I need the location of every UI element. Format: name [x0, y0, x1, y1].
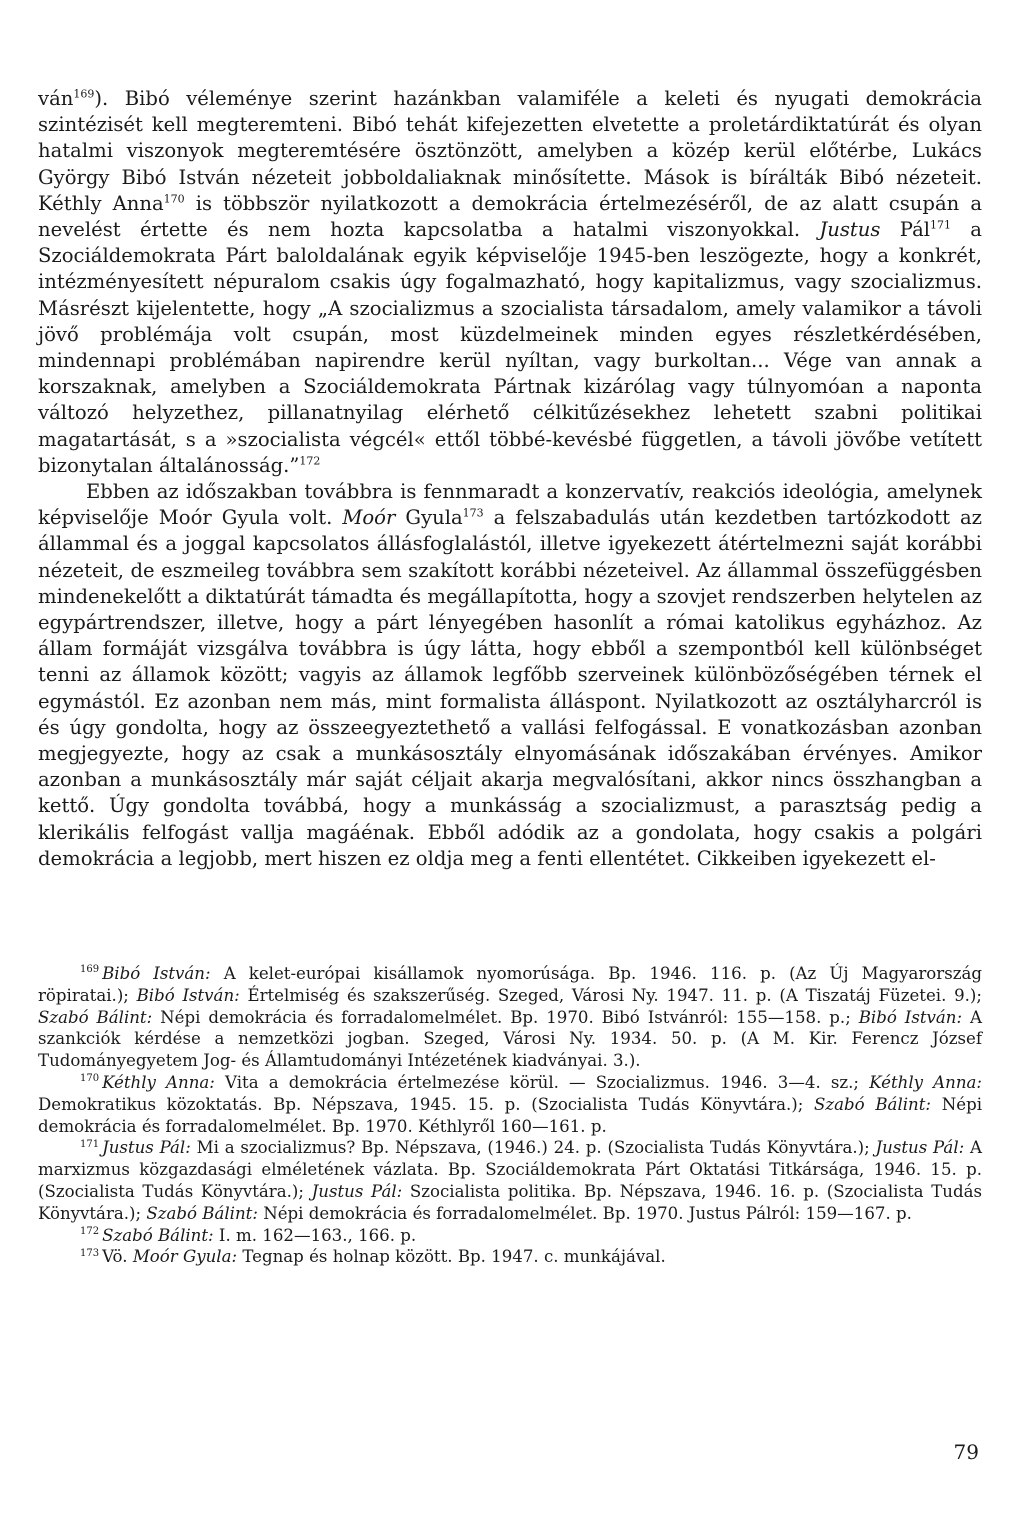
citation: I. m. 162—163., 166. p.	[213, 1225, 417, 1245]
page-number: 79	[953, 1440, 979, 1464]
footnote-ref-172: 172	[299, 454, 321, 468]
author: Szabó Bálint:	[38, 1007, 153, 1027]
author: Szabó Bálint:	[146, 1203, 258, 1223]
citation: A marxizmus közgazdasági elméletének vázlata. Bp. Szociáldemokrata Párt Oktatási Titkársága, 1946. 15. p. (Szocialista Tudás Könyvtára.);	[38, 1138, 983, 1201]
footnote-ref-169: 169	[73, 87, 95, 101]
footnote-number: 173	[80, 1247, 100, 1259]
footnote-number: 172	[80, 1226, 100, 1238]
author: Justus Pál:	[311, 1181, 403, 1201]
author: Bibó István:	[102, 964, 211, 983]
author: Kéthly Anna:	[102, 1072, 215, 1092]
citation: Szocialista politika. Bp. Népszava, 1946. 16. p. (Szocialista Tudás Könyvtára.);	[38, 1181, 982, 1223]
citation: Mi a szocializmus? Bp. Népszava, (1946.) 24. p. (Szocialista Tudás Könyvtára.);	[190, 1138, 876, 1158]
author: Bibó István:	[858, 1007, 963, 1027]
citation: Vita a demokrácia értelmezése körül. — Szocializmus. 1946. 3—4. sz.;	[214, 1072, 870, 1092]
citation: Népi demokrácia és forradalomelmélet. Bp. 1970. Bibó Istvánról: 155—158. p.;	[152, 1007, 859, 1027]
author: Moór Gyula:	[132, 1247, 238, 1267]
citation: Értelmiség és szakszerűség. Szeged, Városi Ny. 1947. 11. p. (A Tiszatáj Füzetei. 9.);	[239, 985, 982, 1005]
body-text	[38, 86, 982, 872]
footnote-ref-171: 171	[930, 218, 952, 232]
text-run: ván	[38, 87, 74, 110]
citation: Népi demokrácia és forradalomelmélet. Bp. 1970. Justus Pálról: 159—167. p.	[257, 1203, 912, 1223]
citation: Demokratikus közoktatás. Bp. Népszava, 1945. 15. p. (Szocialista Tudás Könyvtára.);	[38, 1094, 815, 1114]
text-run: a felszabadulás után kezdetben tartózkodott az állammal és a joggal kapcsolatos állásfoglalástól, illetve igyekezett átértelmezni saját korábbi nézeteit, de eszmeileg továbbra sem szakított korábbi nézeteivel. Az állammal összefüggésben mindenekelőtt a diktatúrát támadta és megállapította, hogy a szovjet rendszerben helytelen az egypártrendszer, illetve, hogy a párt lényegében hasonlít a római katolikus egyházhoz. Az állam formáját vizsgálva továbbra is úgy látta, hogy ebből a szempontból kell különbséget tenni az államok között; vagyis az államok legfőbb szerveinek különbözőségében térnek el egymástól. Ez azonban nem más, mint formalista álláspont. Nyilatkozott az osztályharcról is és úgy gondolta, hogy az összeegyeztethető a vallási felfogással. E vonatkozásban azonban megjegyezte, hogy az csak a munkásosztály elnyomásának időszakában érvényes. Amikor azonban a munkásosztály már saját céljait akarja megvalósítani, akkor nincs összhangban a kettő. Úgy gondolta továbbá, hogy a munkásság a szocializmust, a parasztság pedig a klerikális felfogást vallja magáénak. Ebből adódik az a gondolata, hogy csakis a polgári demokrácia a legjobb, mert hiszen ez oldja meg a fenti ellentétet. Cikkeiben igyekezett el-	[38, 506, 982, 870]
citation: A szankciók kérdése a nemzetközi jogban. Szeged, Városi Ny. 1934. 50. p. (A M. Kir. Ferencz József Tudományegyetem Jog- és Államtudományi Intézetének kiadványai. 3.).	[38, 1007, 982, 1071]
author: Kéthly Anna:	[869, 1072, 982, 1092]
footnote-number: 169	[80, 964, 100, 976]
author: Justus Pál:	[875, 1138, 965, 1158]
author: Justus Pál:	[102, 1138, 191, 1158]
footnote-ref-173: 173	[462, 506, 484, 520]
footnote-number: 171	[80, 1138, 100, 1150]
paragraph-1	[38, 86, 982, 479]
footnotes	[38, 963, 982, 1268]
footnote-number: 170	[80, 1073, 100, 1085]
footnote-170	[38, 1072, 982, 1137]
footnote-172	[38, 1225, 982, 1247]
italic-name: Moór	[342, 506, 396, 530]
author: Szabó Bálint:	[814, 1094, 932, 1114]
text-run: Gyula	[395, 506, 463, 530]
footnote-169	[38, 963, 982, 1072]
citation: Népi demokrácia és forradalomelmélet. Bp. 1970. Kéthlyről 160—161. p.	[38, 1094, 982, 1136]
footnote-171	[38, 1137, 982, 1224]
citation: Tegnap és holnap között. Bp. 1947. c. munkájával.	[237, 1247, 666, 1267]
author: Szabó Bálint:	[102, 1225, 214, 1245]
citation: A kelet-európai kisállamok nyomorúsága. Bp. 1946. 116. p. (Az Új Magyarország röpiratai.);	[38, 964, 982, 1005]
main-text	[38, 86, 982, 872]
text-run: Ebben az időszakban továbbra is fennmaradt a konzervatív, reakciós ideológia, amelynek képviselője Moór Gyula volt.	[38, 480, 982, 530]
footnote-ref-170: 170	[163, 192, 185, 206]
citation: Vö.	[102, 1247, 133, 1267]
text-run: ). Bibó véleménye szerint hazánkban valamiféle a keleti és nyugati demokrácia szintézisét kell megteremteni. Bibó tehát kifejezetten elvetette a proletárdiktatúrát és olyan hatalmi viszonyok megteremtésére ösztönzött, amelyben a közép kerül előtérbe, Lukács György Bibó István nézeteit jobboldaliaknak minősítette. Mások is bírálták Bibó nézeteit. Kéthly Anna	[38, 87, 982, 215]
paragraph-2	[38, 479, 982, 872]
text-run: Pál	[880, 218, 931, 242]
italic-name: Justus	[819, 218, 881, 242]
text-run: is többször nyilatkozott a demokrácia értelmezéséről, de az alatt csupán a nevelést értette és nem hozta kapcsolatba a hatalmi viszonyokkal.	[38, 191, 982, 242]
text-run: a Szociáldemokrata Párt baloldalának egyik képviselője 1945-ben leszögezte, hogy a konkrét, intézményesített népuralom csakis úgy fogalmazható, hogy kapitalizmus, vagy szocializmus. Másrészt kijelentette, hogy „A szocializmus a szocialista társadalom, amely valamikor a távoli jövő problémája volt csupán, most küzdelmeinek minden egyes részletkérdésében, mindennapi problémában napirendre kerül nyíltan, vagy burkoltan... Vége van annak a korszaknak, amelyben a Szociáldemokrata Pártnak kizárólag vagy túlnyomóan a naponta változó helyzethez, pillanatnyilag elérhető célkitűzésekhez lehetett szabni politikai magatartását, s a »szocialista végcél« ettől többé-kevésbé független, a távoli jövőbe vetített bizonytalan általánosság.”	[38, 218, 982, 477]
author: Bibó István:	[136, 985, 240, 1005]
footnote-173	[38, 1246, 982, 1268]
